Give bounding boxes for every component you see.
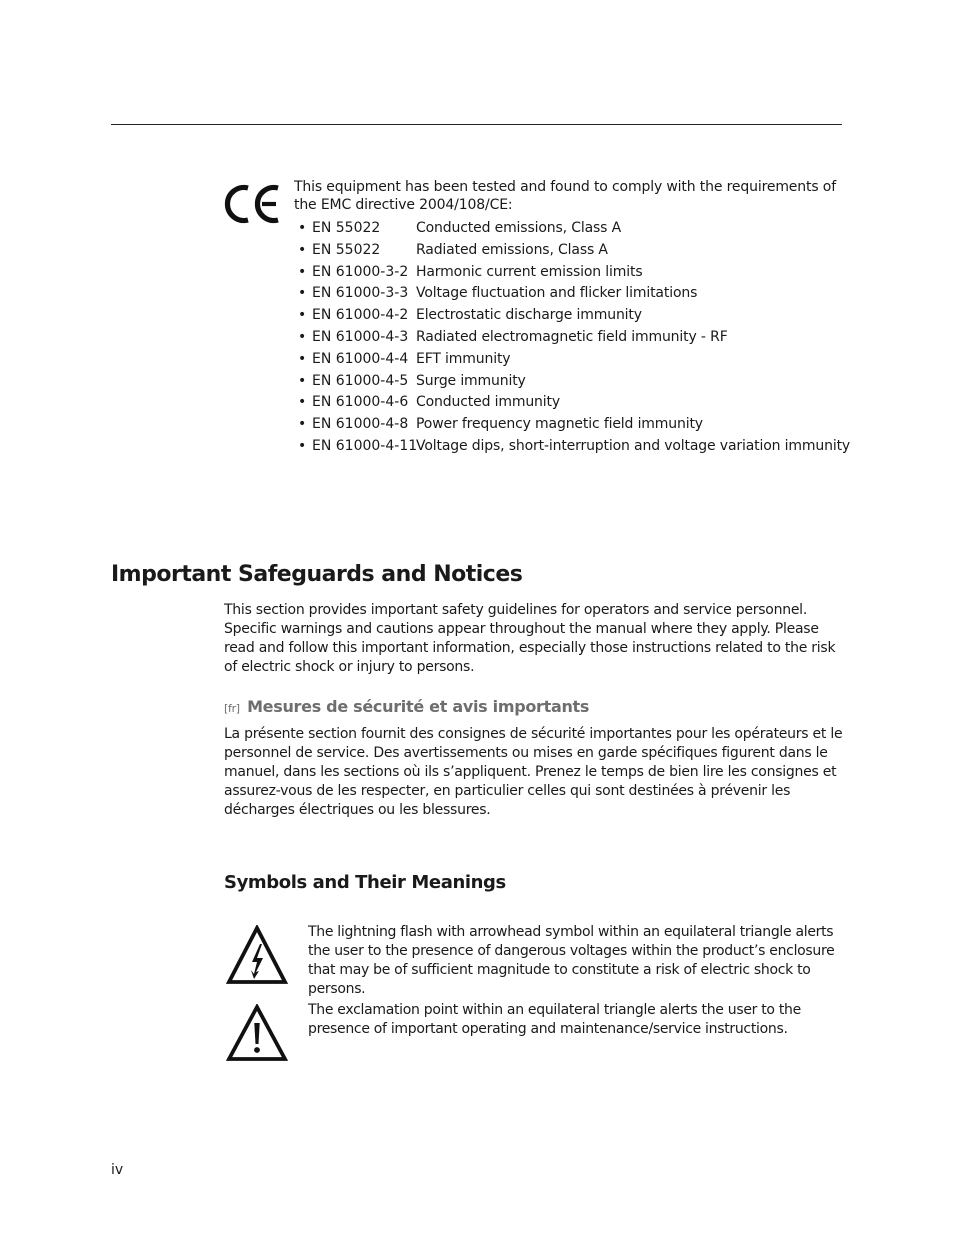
bullet-icon: •: [298, 416, 307, 433]
standard-description: Surge immunity: [416, 372, 526, 389]
standard-code: EN 61000-4-3: [312, 328, 409, 345]
bullet-icon: •: [298, 372, 307, 389]
french-body: La présente section fournit des consignes de sécurité importantes pour les opérateurs et le personnel de service. Des avertissements ou mises en garde spécifiques figurent dans le manuel, dans les sections où ils s’appliquent. Prenez le temps de bien lire les consignes et assurez-vous de les respecter, en particulier celles qui sont destinées à prévenir les décharges électriques ou les blessures.: [224, 726, 843, 818]
bullet-icon: •: [298, 220, 307, 236]
standard-description: Conducted emissions, Class A: [416, 220, 622, 236]
exclamation-warning-icon: [226, 1004, 288, 1062]
bullet-icon: •: [298, 307, 307, 324]
standard-description: Radiated emissions, Class A: [416, 241, 608, 258]
emc-compliance: [294, 178, 851, 458]
standards-list: [294, 218, 851, 458]
standard-description: Radiated electromagnetic field immunity - RF: [416, 328, 728, 345]
bullet-icon: •: [298, 285, 307, 302]
standard-code: EN 61000-3-3: [312, 285, 409, 302]
standard-description: Conducted immunity: [416, 394, 560, 411]
safeguards-body: This section provides important safety guidelines for operators and service personnel. Specific warnings and cautions appear throughout the manual where they apply. Please read and follow this important information, especially those instructions related to the risk of electric shock or injury to persons.: [224, 602, 836, 675]
standard-item: [294, 414, 839, 436]
standard-item: [294, 218, 839, 240]
standard-item: [294, 349, 839, 371]
standard-item: [294, 305, 839, 327]
standard-item: [294, 371, 839, 393]
standard-description: Voltage dips, short-interruption and voltage variation immunity: [416, 437, 851, 454]
header-rule: [111, 124, 842, 125]
bullet-icon: •: [298, 241, 307, 258]
bullet-icon: •: [298, 328, 307, 345]
standard-description: Electrostatic discharge immunity: [416, 307, 642, 324]
bullet-icon: •: [298, 350, 307, 367]
standard-code: EN 55022: [312, 220, 381, 236]
standard-code: EN 61000-4-4: [312, 350, 409, 367]
standard-code: EN 55022: [312, 241, 381, 258]
symbols-title: Symbols and Their Meanings: [224, 872, 506, 893]
standard-item: [294, 392, 839, 414]
standard-code: EN 61000-4-11: [312, 437, 418, 454]
emc-intro: This equipment has been tested and found to comply with the requirements of the EMC directive 2004/108/CE:: [294, 179, 836, 213]
standard-code: EN 61000-4-5: [312, 372, 409, 389]
french-heading: [224, 697, 589, 716]
standard-code: EN 61000-3-2: [312, 263, 409, 280]
page-number: iv: [111, 1162, 124, 1178]
bullet-icon: •: [298, 263, 307, 280]
standard-code: EN 61000-4-8: [312, 416, 409, 433]
standard-code: EN 61000-4-6: [312, 394, 409, 411]
standard-description: Power frequency magnetic field immunity: [416, 416, 703, 433]
standard-description: Voltage fluctuation and flicker limitations: [416, 285, 698, 302]
exclamation-description: The exclamation point within an equilateral triangle alerts the user to the presence of important operating and maintenance/service instructions.: [308, 1002, 801, 1037]
standard-description: EFT immunity: [416, 350, 511, 367]
standard-item: [294, 327, 839, 349]
lightning-warning-icon: [226, 925, 288, 985]
language-tag: [fr]: [224, 702, 240, 715]
bullet-icon: •: [298, 437, 307, 454]
standard-item: [294, 283, 839, 305]
standard-item: [294, 262, 839, 284]
standard-item: [294, 240, 839, 262]
standard-description: Harmonic current emission limits: [416, 263, 643, 280]
ce-mark-icon: [224, 183, 282, 225]
french-title: Mesures de sécurité et avis importants: [247, 697, 590, 716]
lightning-description: The lightning flash with arrowhead symbol within an equilateral triangle alerts the user to the presence of dangerous voltages within the product’s enclosure that may be of sufficient magnitude to constitute a risk of electric shock to persons.: [308, 924, 835, 997]
standard-code: EN 61000-4-2: [312, 307, 409, 324]
standard-item: [294, 436, 851, 458]
safeguards-title: Important Safeguards and Notices: [111, 562, 523, 587]
bullet-icon: •: [298, 394, 307, 411]
